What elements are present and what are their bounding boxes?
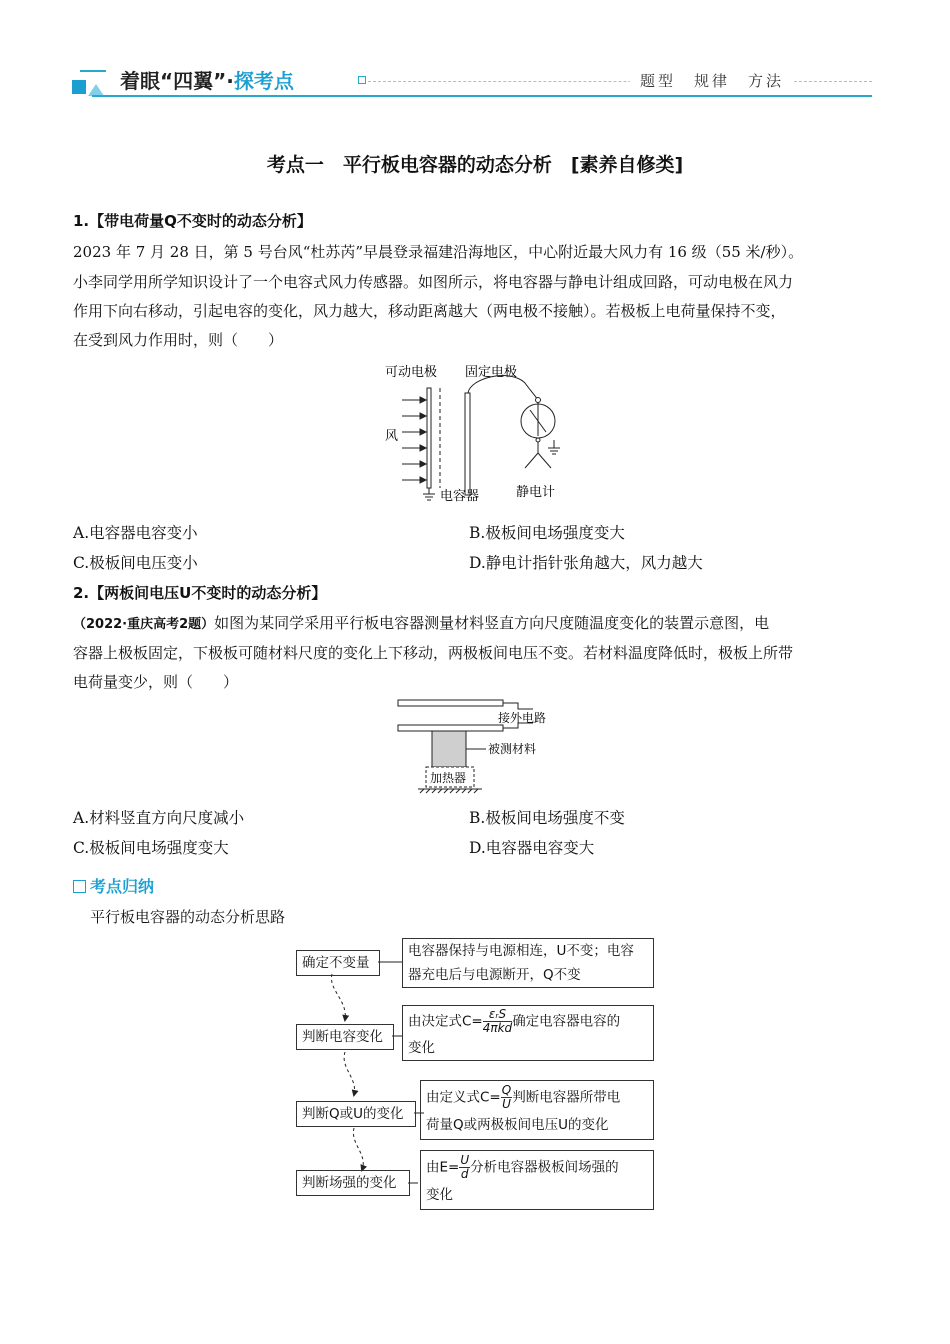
formula-fraction bbox=[483, 1008, 512, 1035]
header-title-main: 着眼“四翼”· bbox=[120, 69, 234, 93]
movable-plate bbox=[427, 388, 431, 488]
formula-fraction bbox=[501, 1084, 512, 1111]
flow-desc-4-line-2: 变化 bbox=[426, 1186, 453, 1203]
label-wind: 风 bbox=[385, 429, 399, 444]
ground-hatching bbox=[420, 789, 478, 793]
summary-title bbox=[73, 874, 154, 897]
q2-option-a: A.材料竖直方向尺度减小 bbox=[73, 809, 245, 827]
label-capacitor: 电容器 bbox=[440, 489, 480, 504]
formula-denominator: d bbox=[460, 1167, 469, 1181]
summary-title-text: 考点归纳 bbox=[90, 877, 155, 896]
wind-arrows bbox=[402, 397, 426, 483]
header-square-icon bbox=[72, 80, 86, 94]
flow-desc-2-line-2: 变化 bbox=[408, 1040, 435, 1056]
flow-desc-3-line-1 bbox=[426, 1084, 648, 1112]
flow-desc-4-line-1 bbox=[426, 1154, 648, 1182]
formula-suffix: 确定电容器电容的 bbox=[512, 1013, 621, 1030]
q1-option-a: A.电容器电容变小 bbox=[73, 524, 198, 542]
header-right-label: 题型 规律 方法 bbox=[630, 70, 794, 91]
q2-line-3: 电荷量变少，则（ ） bbox=[73, 673, 239, 691]
q2-heading: 2.【两板间电压U不变时的动态分析】 bbox=[73, 584, 327, 602]
electrometer-ground-icon bbox=[548, 440, 560, 454]
lower-plate bbox=[398, 725, 503, 731]
header-decoration bbox=[80, 70, 106, 72]
flow-desc-1 bbox=[402, 938, 654, 988]
formula-denominator: U bbox=[502, 1097, 511, 1111]
q2-option-d: D.电容器电容变大 bbox=[469, 839, 595, 857]
header-dashed-line bbox=[368, 81, 872, 82]
q1-figure bbox=[380, 358, 580, 508]
flow-desc-2 bbox=[402, 1005, 654, 1061]
label-movable-electrode: 可动电极 bbox=[385, 365, 438, 380]
formula-prefix: 由定义式C= bbox=[426, 1089, 501, 1106]
flow-desc-4 bbox=[420, 1150, 654, 1210]
flow-desc-3-line-2: 荷量Q或两极板间电压U的变化 bbox=[426, 1116, 609, 1133]
flow-desc-1-line-1: 电容器保持与电源相连，U不变；电容 bbox=[408, 943, 634, 959]
formula-suffix: 分析电容器极板间场强的 bbox=[470, 1159, 619, 1176]
flow-arrow-3 bbox=[353, 1128, 363, 1170]
flow-desc-1-line-2: 器充电后与电源断开，Q不变 bbox=[408, 967, 581, 983]
page-header bbox=[72, 62, 872, 102]
electrometer-knob bbox=[536, 398, 541, 403]
label-electrometer: 静电计 bbox=[516, 485, 556, 500]
formula-suffix: 判断电容器所带电 bbox=[512, 1089, 621, 1106]
formula-numerator: εᵣS bbox=[483, 1008, 512, 1022]
q1-heading: 1.【带电荷量Q不变时的动态分析】 bbox=[73, 212, 312, 230]
q1-line-2: 小李同学用所学知识设计了一个电容式风力传感器。如图所示，将电容器与静电计组成回路，可动电极在风力 bbox=[73, 273, 794, 291]
formula-numerator: Q bbox=[501, 1083, 512, 1097]
label-fixed-electrode: 固定电极 bbox=[465, 365, 518, 380]
summary-subtitle: 平行板电容器的动态分析思路 bbox=[90, 908, 286, 926]
q1-option-c: C.极板间电压变小 bbox=[73, 554, 198, 572]
flow-step-1: 确定不变量 bbox=[296, 950, 380, 976]
header-title bbox=[120, 65, 294, 94]
electrometer-terminal bbox=[536, 438, 540, 442]
q2-line-2: 容器上极板固定，下极板可随材料尺度的变化上下移动，两极板间电压不变。若材料温度降低时，极板上所带 bbox=[73, 644, 794, 662]
q1-option-d: D.静电计指针张角越大，风力越大 bbox=[469, 554, 703, 572]
label-external-circuit: 接外电路 bbox=[498, 711, 547, 725]
label-material: 被测材料 bbox=[488, 742, 537, 756]
q1-option-b: B.极板间电场强度变大 bbox=[469, 524, 625, 542]
electrometer-leg-right bbox=[538, 453, 551, 468]
q2-figure bbox=[390, 695, 570, 795]
fixed-plate bbox=[465, 393, 470, 495]
flow-step-4: 判断场强的变化 bbox=[296, 1170, 410, 1196]
upper-plate bbox=[398, 700, 503, 706]
material-block bbox=[432, 731, 466, 767]
q2-line-1 bbox=[73, 609, 769, 639]
flow-desc-3 bbox=[420, 1080, 654, 1140]
q2-option-b: B.极板间电场强度不变 bbox=[469, 809, 625, 827]
section-title: 考点一 平行板电容器的动态分析 [素养自修类] bbox=[266, 154, 684, 176]
electrometer-leg-left bbox=[525, 453, 538, 468]
header-title-highlight: 探考点 bbox=[233, 69, 294, 93]
flow-step-3: 判断Q或U的变化 bbox=[296, 1101, 416, 1127]
q1-line-3: 作用下向右移动，引起电容的变化，风力越大，移动距离越大（两电极不接触）。若极板上电荷量保持不变， bbox=[73, 302, 786, 320]
header-box-icon bbox=[358, 76, 366, 84]
q1-line-4: 在受到风力作用时，则（ ） bbox=[73, 331, 284, 349]
label-heater: 加热器 bbox=[430, 771, 467, 785]
formula-prefix: 由决定式C= bbox=[408, 1013, 483, 1030]
formula-numerator: U bbox=[460, 1153, 470, 1167]
q2-line-1-text: 如图为某同学采用平行板电容器测量材料竖直方向尺度随温度变化的装置示意图，电 bbox=[214, 614, 770, 632]
upper-wire bbox=[503, 703, 533, 709]
formula-fraction bbox=[459, 1154, 470, 1181]
flow-step-2: 判断电容变化 bbox=[296, 1024, 394, 1050]
flow-arrow-2 bbox=[344, 1052, 354, 1095]
summary-box-icon bbox=[73, 880, 86, 893]
flow-arrow-1 bbox=[331, 974, 345, 1020]
q2-option-c: C.极板间电场强度变大 bbox=[73, 839, 229, 857]
header-underline bbox=[92, 95, 872, 97]
q2-source: （2022·重庆高考2题） bbox=[73, 617, 215, 632]
q1-line-1: 2023 年 7 月 28 日，第 5 号台风“杜苏芮”早晨登录福建沿海地区，中心附近最大风力有 16 级（55 米/秒）。 bbox=[73, 243, 804, 261]
flow-desc-2-line-1 bbox=[408, 1008, 648, 1035]
formula-prefix: 由E= bbox=[426, 1159, 460, 1176]
formula-denominator: 4πkd bbox=[482, 1021, 513, 1035]
ground-icon bbox=[423, 494, 435, 500]
